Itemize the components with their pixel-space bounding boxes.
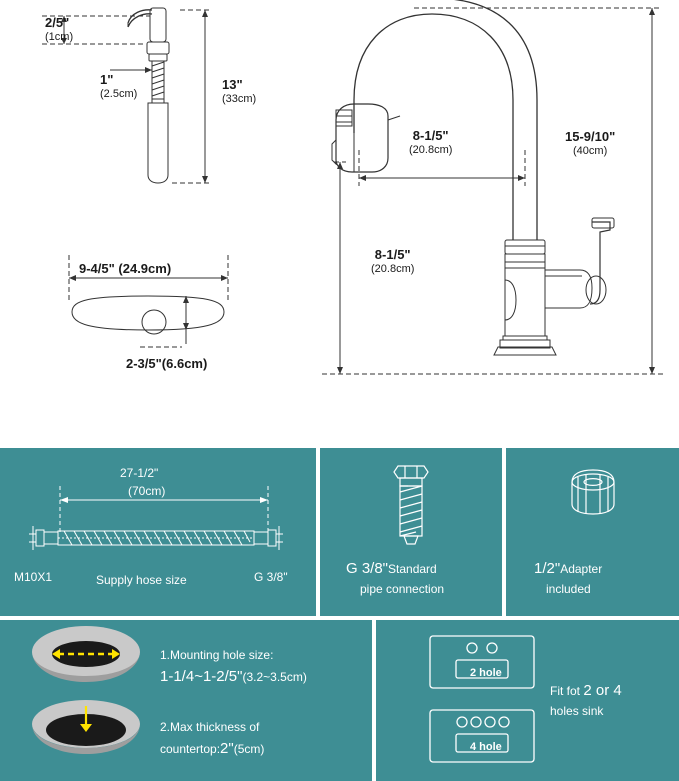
dim-soap-spout-height: 2/5" (1cm) <box>45 15 74 43</box>
dim-faucet-spout-height: 8-1/5" (20.8cm) <box>371 247 415 275</box>
pipe-connection-text: G 3/8"Standard <box>346 560 437 577</box>
panel-hole-count <box>376 620 679 781</box>
mounting-hole-size-title: 1.Mounting hole size: <box>160 648 274 662</box>
adapter-text: 1/2"Adapter <box>534 560 603 577</box>
hole-count-caption-2: holes sink <box>550 704 604 718</box>
pipe-connection-text-2: pipe connection <box>360 582 445 596</box>
hose-end-left-label: M10X1 <box>14 570 53 584</box>
badge-4-hole: 4 hole <box>470 741 502 753</box>
panel-pipe-connection <box>320 448 502 616</box>
dim-faucet-reach: 8-1/5" (20.8cm) <box>409 128 453 156</box>
mounting-thickness-title: 2.Max thickness of <box>160 720 260 734</box>
info-panels <box>0 440 679 781</box>
hole-count-caption-1: Fit fot 2 or 4 <box>550 682 622 699</box>
hose-end-right-label: G 3/8" <box>254 570 288 584</box>
adapter-text-2: included <box>546 582 591 596</box>
mounting-hole-size-value: 1-1/4~1-2/5"(3.2~3.5cm) <box>160 668 307 685</box>
dim-plate-width: 2-3/5"(6.6cm) <box>126 356 208 371</box>
hole-count-illustrations <box>376 620 679 781</box>
panel-mounting <box>0 620 372 781</box>
panel-supply-hose <box>0 448 316 616</box>
mounting-thickness-value: countertop:2"(5cm) <box>160 740 265 757</box>
adapter-nut-icon <box>506 448 679 616</box>
dim-faucet-total-height: 15-9/10" (40cm) <box>565 129 616 157</box>
dim-soap-total-height: 13" (33cm) <box>222 77 257 105</box>
hose-caption: Supply hose size <box>96 573 187 587</box>
badge-2-hole: 2 hole <box>470 667 502 679</box>
panel-adapter <box>506 448 679 616</box>
dim-soap-shank: 1" (2.5cm) <box>100 72 138 100</box>
hose-length-imperial: 27-1/2" <box>120 466 159 480</box>
hose-length-metric: (70cm) <box>128 484 166 498</box>
dim-plate-length: 9-4/5" (24.9cm) <box>79 261 172 276</box>
